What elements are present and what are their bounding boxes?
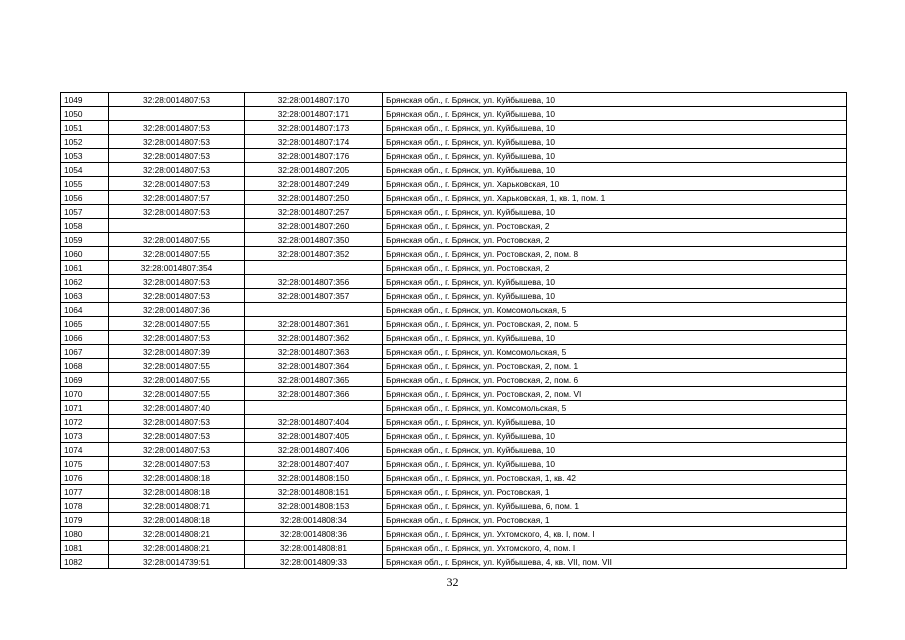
cadastral-number-cell: 32:28:0014807:407 <box>245 457 383 471</box>
table-row <box>61 121 847 135</box>
row-number-cell: 1049 <box>61 93 109 107</box>
row-number-cell: 1054 <box>61 163 109 177</box>
address-cell: Брянская обл., г. Брянск, ул. Куйбышева, 10 <box>383 275 847 289</box>
table-row <box>61 149 847 163</box>
row-number-cell: 1081 <box>61 541 109 555</box>
cadastral-number-cell <box>245 261 383 275</box>
parent-cadastral-number-cell: 32:28:0014807:354 <box>109 261 245 275</box>
registry-table <box>60 92 847 569</box>
address-cell: Брянская обл., г. Брянск, ул. Куйбышева, 10 <box>383 331 847 345</box>
row-number-cell: 1068 <box>61 359 109 373</box>
address-cell: Брянская обл., г. Брянск, ул. Ростовская, 1 <box>383 485 847 499</box>
row-number-cell: 1055 <box>61 177 109 191</box>
table-row <box>61 345 847 359</box>
parent-cadastral-number-cell: 32:28:0014808:71 <box>109 499 245 513</box>
row-number-cell: 1059 <box>61 233 109 247</box>
address-cell: Брянская обл., г. Брянск, ул. Куйбышева, 10 <box>383 429 847 443</box>
table-row <box>61 93 847 107</box>
address-cell: Брянская обл., г. Брянск, ул. Комсомольская, 5 <box>383 345 847 359</box>
row-number-cell: 1067 <box>61 345 109 359</box>
table-row <box>61 247 847 261</box>
cadastral-number-cell: 32:28:0014808:81 <box>245 541 383 555</box>
parent-cadastral-number-cell: 32:28:0014807:39 <box>109 345 245 359</box>
parent-cadastral-number-cell: 32:28:0014807:57 <box>109 191 245 205</box>
cadastral-number-cell: 32:28:0014809:33 <box>245 555 383 569</box>
row-number-cell: 1072 <box>61 415 109 429</box>
cadastral-number-cell: 32:28:0014807:356 <box>245 275 383 289</box>
address-cell: Брянская обл., г. Брянск, ул. Ростовская, 2, пом. VI <box>383 387 847 401</box>
parent-cadastral-number-cell: 32:28:0014807:53 <box>109 275 245 289</box>
cadastral-number-cell: 32:28:0014807:405 <box>245 429 383 443</box>
address-cell: Брянская обл., г. Брянск, ул. Комсомольская, 5 <box>383 401 847 415</box>
address-cell: Брянская обл., г. Брянск, ул. Куйбышева, 6, пом. 1 <box>383 499 847 513</box>
cadastral-number-cell: 32:28:0014807:365 <box>245 373 383 387</box>
table-row <box>61 289 847 303</box>
cadastral-number-cell: 32:28:0014807:250 <box>245 191 383 205</box>
table-row <box>61 387 847 401</box>
table-row <box>61 163 847 177</box>
address-cell: Брянская обл., г. Брянск, ул. Комсомольская, 5 <box>383 303 847 317</box>
row-number-cell: 1066 <box>61 331 109 345</box>
row-number-cell: 1076 <box>61 471 109 485</box>
row-number-cell: 1056 <box>61 191 109 205</box>
cadastral-number-cell: 32:28:0014807:205 <box>245 163 383 177</box>
parent-cadastral-number-cell: 32:28:0014807:40 <box>109 401 245 415</box>
parent-cadastral-number-cell: 32:28:0014808:21 <box>109 527 245 541</box>
parent-cadastral-number-cell: 32:28:0014807:53 <box>109 177 245 191</box>
parent-cadastral-number-cell: 32:28:0014807:55 <box>109 233 245 247</box>
table-row <box>61 443 847 457</box>
row-number-cell: 1079 <box>61 513 109 527</box>
table-row <box>61 485 847 499</box>
cadastral-number-cell: 32:28:0014807:171 <box>245 107 383 121</box>
row-number-cell: 1069 <box>61 373 109 387</box>
address-cell: Брянская обл., г. Брянск, ул. Куйбышева, 10 <box>383 135 847 149</box>
parent-cadastral-number-cell: 32:28:0014807:53 <box>109 205 245 219</box>
table-row <box>61 219 847 233</box>
cadastral-number-cell: 32:28:0014807:350 <box>245 233 383 247</box>
parent-cadastral-number-cell: 32:28:0014808:18 <box>109 485 245 499</box>
address-cell: Брянская обл., г. Брянск, ул. Ухтомского, 4, пом. I <box>383 541 847 555</box>
parent-cadastral-number-cell: 32:28:0014807:55 <box>109 247 245 261</box>
cadastral-number-cell: 32:28:0014807:404 <box>245 415 383 429</box>
page-number: 32 <box>446 575 459 589</box>
table-row <box>61 303 847 317</box>
parent-cadastral-number-cell: 32:28:0014807:53 <box>109 331 245 345</box>
cadastral-number-cell: 32:28:0014807:361 <box>245 317 383 331</box>
table-row <box>61 415 847 429</box>
address-cell: Брянская обл., г. Брянск, ул. Куйбышева, 10 <box>383 163 847 177</box>
address-cell: Брянская обл., г. Брянск, ул. Куйбышева, 10 <box>383 93 847 107</box>
address-cell: Брянская обл., г. Брянск, ул. Ростовская, 1 <box>383 513 847 527</box>
address-cell: Брянская обл., г. Брянск, ул. Куйбышева, 10 <box>383 289 847 303</box>
address-cell: Брянская обл., г. Брянск, ул. Ростовская, 2 <box>383 233 847 247</box>
parent-cadastral-number-cell: 32:28:0014807:53 <box>109 149 245 163</box>
row-number-cell: 1075 <box>61 457 109 471</box>
table-row <box>61 317 847 331</box>
address-cell: Брянская обл., г. Брянск, ул. Куйбышева, 10 <box>383 415 847 429</box>
row-number-cell: 1064 <box>61 303 109 317</box>
table-row <box>61 135 847 149</box>
table-row <box>61 191 847 205</box>
parent-cadastral-number-cell: 32:28:0014807:55 <box>109 359 245 373</box>
address-cell: Брянская обл., г. Брянск, ул. Харьковская, 1, кв. 1, пом. 1 <box>383 191 847 205</box>
cadastral-number-cell: 32:28:0014808:150 <box>245 471 383 485</box>
cadastral-number-cell: 32:28:0014808:151 <box>245 485 383 499</box>
table-row <box>61 261 847 275</box>
table-row <box>61 555 847 569</box>
cadastral-number-cell: 32:28:0014807:406 <box>245 443 383 457</box>
address-cell: Брянская обл., г. Брянск, ул. Ростовская, 2 <box>383 219 847 233</box>
row-number-cell: 1078 <box>61 499 109 513</box>
row-number-cell: 1051 <box>61 121 109 135</box>
cadastral-number-cell: 32:28:0014807:364 <box>245 359 383 373</box>
address-cell: Брянская обл., г. Брянск, ул. Ростовская, 2, пом. 6 <box>383 373 847 387</box>
parent-cadastral-number-cell: 32:28:0014807:55 <box>109 387 245 401</box>
row-number-cell: 1063 <box>61 289 109 303</box>
table-row <box>61 499 847 513</box>
table-row <box>61 429 847 443</box>
table-row <box>61 471 847 485</box>
table-row <box>61 107 847 121</box>
row-number-cell: 1082 <box>61 555 109 569</box>
cadastral-number-cell: 32:28:0014807:170 <box>245 93 383 107</box>
table-row <box>61 359 847 373</box>
address-cell: Брянская обл., г. Брянск, ул. Куйбышева, 10 <box>383 443 847 457</box>
table-row <box>61 527 847 541</box>
row-number-cell: 1074 <box>61 443 109 457</box>
row-number-cell: 1070 <box>61 387 109 401</box>
parent-cadastral-number-cell: 32:28:0014807:55 <box>109 373 245 387</box>
address-cell: Брянская обл., г. Брянск, ул. Ростовская, 2, пом. 1 <box>383 359 847 373</box>
registry-table-body <box>61 93 847 569</box>
table-row <box>61 457 847 471</box>
address-cell: Брянская обл., г. Брянск, ул. Ухтомского, 4, кв. I, пом. I <box>383 527 847 541</box>
row-number-cell: 1058 <box>61 219 109 233</box>
parent-cadastral-number-cell: 32:28:0014808:18 <box>109 471 245 485</box>
cadastral-number-cell: 32:28:0014807:260 <box>245 219 383 233</box>
cadastral-number-cell: 32:28:0014807:249 <box>245 177 383 191</box>
address-cell: Брянская обл., г. Брянск, ул. Ростовская, 1, кв. 42 <box>383 471 847 485</box>
cadastral-number-cell <box>245 401 383 415</box>
parent-cadastral-number-cell: 32:28:0014807:53 <box>109 135 245 149</box>
row-number-cell: 1071 <box>61 401 109 415</box>
table-row <box>61 233 847 247</box>
parent-cadastral-number-cell: 32:28:0014807:53 <box>109 429 245 443</box>
cadastral-number-cell <box>245 303 383 317</box>
table-row <box>61 177 847 191</box>
row-number-cell: 1061 <box>61 261 109 275</box>
row-number-cell: 1077 <box>61 485 109 499</box>
cadastral-number-cell: 32:28:0014807:176 <box>245 149 383 163</box>
cadastral-number-cell: 32:28:0014807:352 <box>245 247 383 261</box>
address-cell: Брянская обл., г. Брянск, ул. Харьковская, 10 <box>383 177 847 191</box>
row-number-cell: 1052 <box>61 135 109 149</box>
cadastral-number-cell: 32:28:0014807:357 <box>245 289 383 303</box>
parent-cadastral-number-cell: 32:28:0014808:18 <box>109 513 245 527</box>
address-cell: Брянская обл., г. Брянск, ул. Ростовская, 2, пом. 5 <box>383 317 847 331</box>
cadastral-number-cell: 32:28:0014808:34 <box>245 513 383 527</box>
table-row <box>61 331 847 345</box>
row-number-cell: 1062 <box>61 275 109 289</box>
table-row <box>61 541 847 555</box>
parent-cadastral-number-cell: 32:28:0014807:53 <box>109 443 245 457</box>
address-cell: Брянская обл., г. Брянск, ул. Куйбышева, 4, кв. VII, пом. VII <box>383 555 847 569</box>
cadastral-number-cell: 32:28:0014807:362 <box>245 331 383 345</box>
address-cell: Брянская обл., г. Брянск, ул. Куйбышева, 10 <box>383 457 847 471</box>
row-number-cell: 1057 <box>61 205 109 219</box>
parent-cadastral-number-cell: 32:28:0014807:53 <box>109 163 245 177</box>
parent-cadastral-number-cell: 32:28:0014807:53 <box>109 121 245 135</box>
parent-cadastral-number-cell <box>109 219 245 233</box>
address-cell: Брянская обл., г. Брянск, ул. Куйбышева, 10 <box>383 149 847 163</box>
row-number-cell: 1065 <box>61 317 109 331</box>
address-cell: Брянская обл., г. Брянск, ул. Куйбышева, 10 <box>383 205 847 219</box>
address-cell: Брянская обл., г. Брянск, ул. Куйбышева, 10 <box>383 107 847 121</box>
row-number-cell: 1053 <box>61 149 109 163</box>
table-row <box>61 205 847 219</box>
row-number-cell: 1080 <box>61 527 109 541</box>
cadastral-number-cell: 32:28:0014808:36 <box>245 527 383 541</box>
row-number-cell: 1073 <box>61 429 109 443</box>
parent-cadastral-number-cell: 32:28:0014739:51 <box>109 555 245 569</box>
address-cell: Брянская обл., г. Брянск, ул. Ростовская, 2 <box>383 261 847 275</box>
parent-cadastral-number-cell: 32:28:0014807:53 <box>109 457 245 471</box>
cadastral-number-cell: 32:28:0014808:153 <box>245 499 383 513</box>
parent-cadastral-number-cell: 32:28:0014807:53 <box>109 93 245 107</box>
address-cell: Брянская обл., г. Брянск, ул. Ростовская, 2, пом. 8 <box>383 247 847 261</box>
row-number-cell: 1060 <box>61 247 109 261</box>
cadastral-number-cell: 32:28:0014807:173 <box>245 121 383 135</box>
row-number-cell: 1050 <box>61 107 109 121</box>
address-cell: Брянская обл., г. Брянск, ул. Куйбышева, 10 <box>383 121 847 135</box>
parent-cadastral-number-cell: 32:28:0014807:53 <box>109 289 245 303</box>
table-row <box>61 401 847 415</box>
parent-cadastral-number-cell <box>109 107 245 121</box>
parent-cadastral-number-cell: 32:28:0014807:36 <box>109 303 245 317</box>
cadastral-number-cell: 32:28:0014807:257 <box>245 205 383 219</box>
table-row <box>61 275 847 289</box>
parent-cadastral-number-cell: 32:28:0014808:21 <box>109 541 245 555</box>
table-row <box>61 513 847 527</box>
cadastral-number-cell: 32:28:0014807:174 <box>245 135 383 149</box>
parent-cadastral-number-cell: 32:28:0014807:53 <box>109 415 245 429</box>
table-row <box>61 373 847 387</box>
parent-cadastral-number-cell: 32:28:0014807:55 <box>109 317 245 331</box>
cadastral-number-cell: 32:28:0014807:366 <box>245 387 383 401</box>
cadastral-number-cell: 32:28:0014807:363 <box>245 345 383 359</box>
